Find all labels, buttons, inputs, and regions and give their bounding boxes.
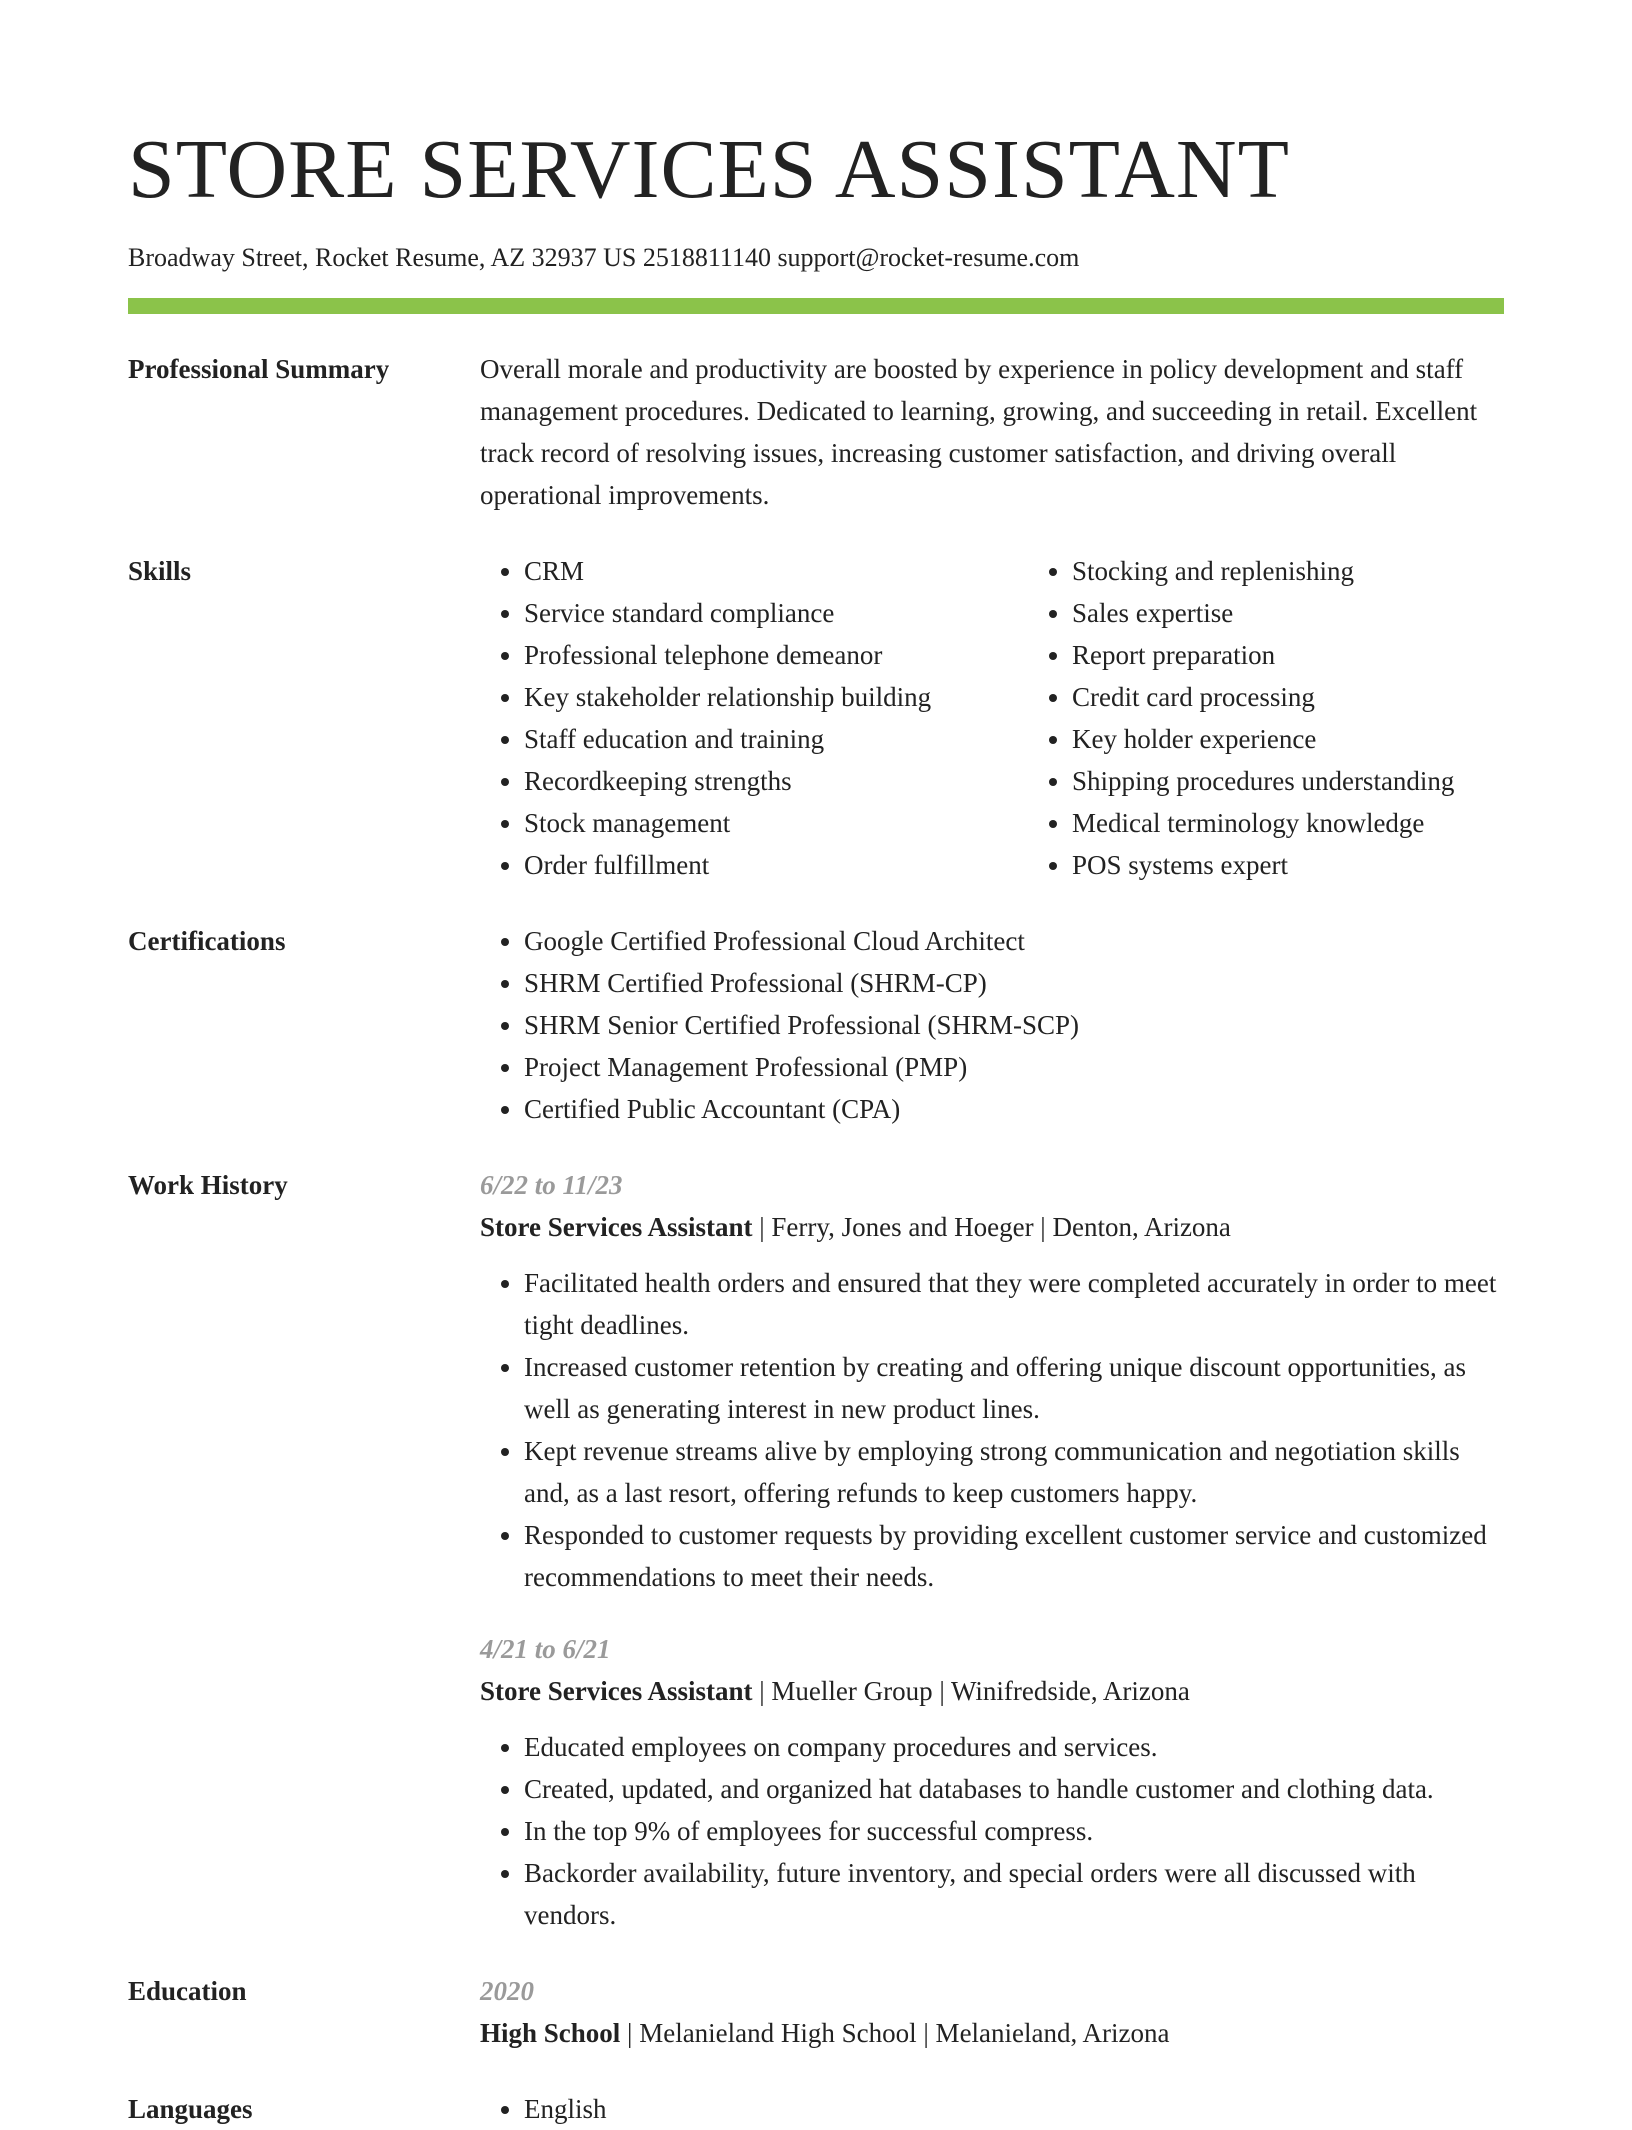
job-title-line xyxy=(480,1206,1504,1248)
skills-label: Skills xyxy=(128,556,192,586)
skill-item: • Shipping procedures understanding xyxy=(1072,760,1576,802)
skill-item: • Key holder experience xyxy=(1072,718,1576,760)
job-details: | Mueller Group | Winifredside, Arizona xyxy=(752,1676,1190,1706)
skills-section xyxy=(128,550,1504,886)
job-title-line xyxy=(480,1670,1504,1712)
summary-label: Professional Summary xyxy=(128,354,390,384)
skills-list-right xyxy=(1028,550,1576,886)
skill-item: • Report preparation xyxy=(1072,634,1576,676)
summary-text: Overall morale and productivity are boosted by experience in policy development and staff management procedures. Dedicated to learning, growing, and succeeding in retail. Excellent track record of resolving issues, increasing customer satisfaction, and driving overall operational improvements. xyxy=(480,354,1478,510)
job-role: Store Services Assistant xyxy=(480,1212,753,1242)
skill-item: • Medical terminology knowledge xyxy=(1072,802,1576,844)
certification-item: • SHRM Senior Certified Professional (SHRM-SCP) xyxy=(524,1004,1504,1046)
certifications-body xyxy=(480,920,1504,1130)
job-date: 6/22 to 11/23 xyxy=(480,1170,623,1200)
certifications-list xyxy=(480,920,1504,1130)
skill-item: • Professional telephone demeanor xyxy=(524,634,1028,676)
skill-item: • Credit card processing xyxy=(1072,676,1576,718)
skill-item: • POS systems expert xyxy=(1072,844,1576,886)
certification-item: • Certified Public Accountant (CPA) xyxy=(524,1088,1504,1130)
skill-item: • Staff education and training xyxy=(524,718,1028,760)
accent-divider xyxy=(128,298,1504,314)
job-role: Store Services Assistant xyxy=(480,1676,753,1706)
education-section xyxy=(128,1970,1504,2054)
skill-item: • Order fulfillment xyxy=(524,844,1028,886)
education-degree: High School xyxy=(480,2018,621,2048)
languages-section xyxy=(128,2088,1504,2130)
job-bullet: • Responded to customer requests by providing excellent customer service and customized recommendations to meet their needs. xyxy=(524,1514,1504,1598)
skill-item: • Stock management xyxy=(524,802,1028,844)
job-entry xyxy=(480,1164,1504,1598)
job-bullet: • Increased customer retention by creating and offering unique discount opportunities, as well as generating interest in new product lines. xyxy=(524,1346,1504,1430)
language-item: • English xyxy=(524,2088,1504,2130)
job-details: | Ferry, Jones and Hoeger | Denton, Arizona xyxy=(752,1212,1231,1242)
skill-item: • CRM xyxy=(524,550,1028,592)
certifications-section xyxy=(128,920,1504,1130)
resume-page xyxy=(128,0,1504,2130)
skill-item: • Sales expertise xyxy=(1072,592,1576,634)
work-history-body xyxy=(480,1164,1504,1936)
job-date: 4/21 to 6/21 xyxy=(480,1634,611,1664)
skills-body xyxy=(480,550,1576,886)
certification-item: • SHRM Certified Professional (SHRM-CP) xyxy=(524,962,1504,1004)
languages-label: Languages xyxy=(128,2094,253,2124)
job-bullets xyxy=(480,1726,1504,1936)
job-bullet: • In the top 9% of employees for successful compress. xyxy=(524,1810,1504,1852)
job-bullet: • Educated employees on company procedures and services. xyxy=(524,1726,1504,1768)
skill-item: • Service standard compliance xyxy=(524,592,1028,634)
summary-section xyxy=(128,348,1504,516)
job-bullet: • Backorder availability, future inventory, and special orders were all discussed with vendors. xyxy=(524,1852,1504,1936)
education-date: 2020 xyxy=(480,1976,534,2006)
summary-body xyxy=(480,348,1504,516)
work-history-label: Work History xyxy=(128,1170,288,1200)
skill-item: • Stocking and replenishing xyxy=(1072,550,1576,592)
education-label: Education xyxy=(128,1976,247,2006)
education-line xyxy=(480,2012,1504,2054)
certification-item: • Project Management Professional (PMP) xyxy=(524,1046,1504,1088)
languages-body xyxy=(480,2088,1504,2130)
languages-list xyxy=(480,2088,1504,2130)
work-history-section xyxy=(128,1164,1504,1936)
job-bullet: • Created, updated, and organized hat databases to handle customer and clothing data. xyxy=(524,1768,1504,1810)
job-bullet: • Kept revenue streams alive by employing strong communication and negotiation skills and, as a last resort, offering refunds to keep customers happy. xyxy=(524,1430,1504,1514)
skill-item: • Recordkeeping strengths xyxy=(524,760,1028,802)
job-bullet: • Facilitated health orders and ensured that they were completed accurately in order to meet tight deadlines. xyxy=(524,1262,1504,1346)
skills-list-left xyxy=(480,550,1028,886)
certification-item: • Google Certified Professional Cloud Architect xyxy=(524,920,1504,962)
skill-item: • Key stakeholder relationship building xyxy=(524,676,1028,718)
job-bullets xyxy=(480,1262,1504,1598)
skills-columns xyxy=(480,550,1576,886)
resume-title: STORE SERVICES ASSISTANT xyxy=(128,123,1290,216)
job-entry xyxy=(480,1628,1504,1936)
education-body xyxy=(480,1970,1504,2054)
contact-line: Broadway Street, Rocket Resume, AZ 32937 US 2518811140 support@rocket-resume.com xyxy=(128,243,1080,272)
education-details: | Melanieland High School | Melanieland, Arizona xyxy=(620,2018,1170,2048)
certifications-label: Certifications xyxy=(128,926,286,956)
